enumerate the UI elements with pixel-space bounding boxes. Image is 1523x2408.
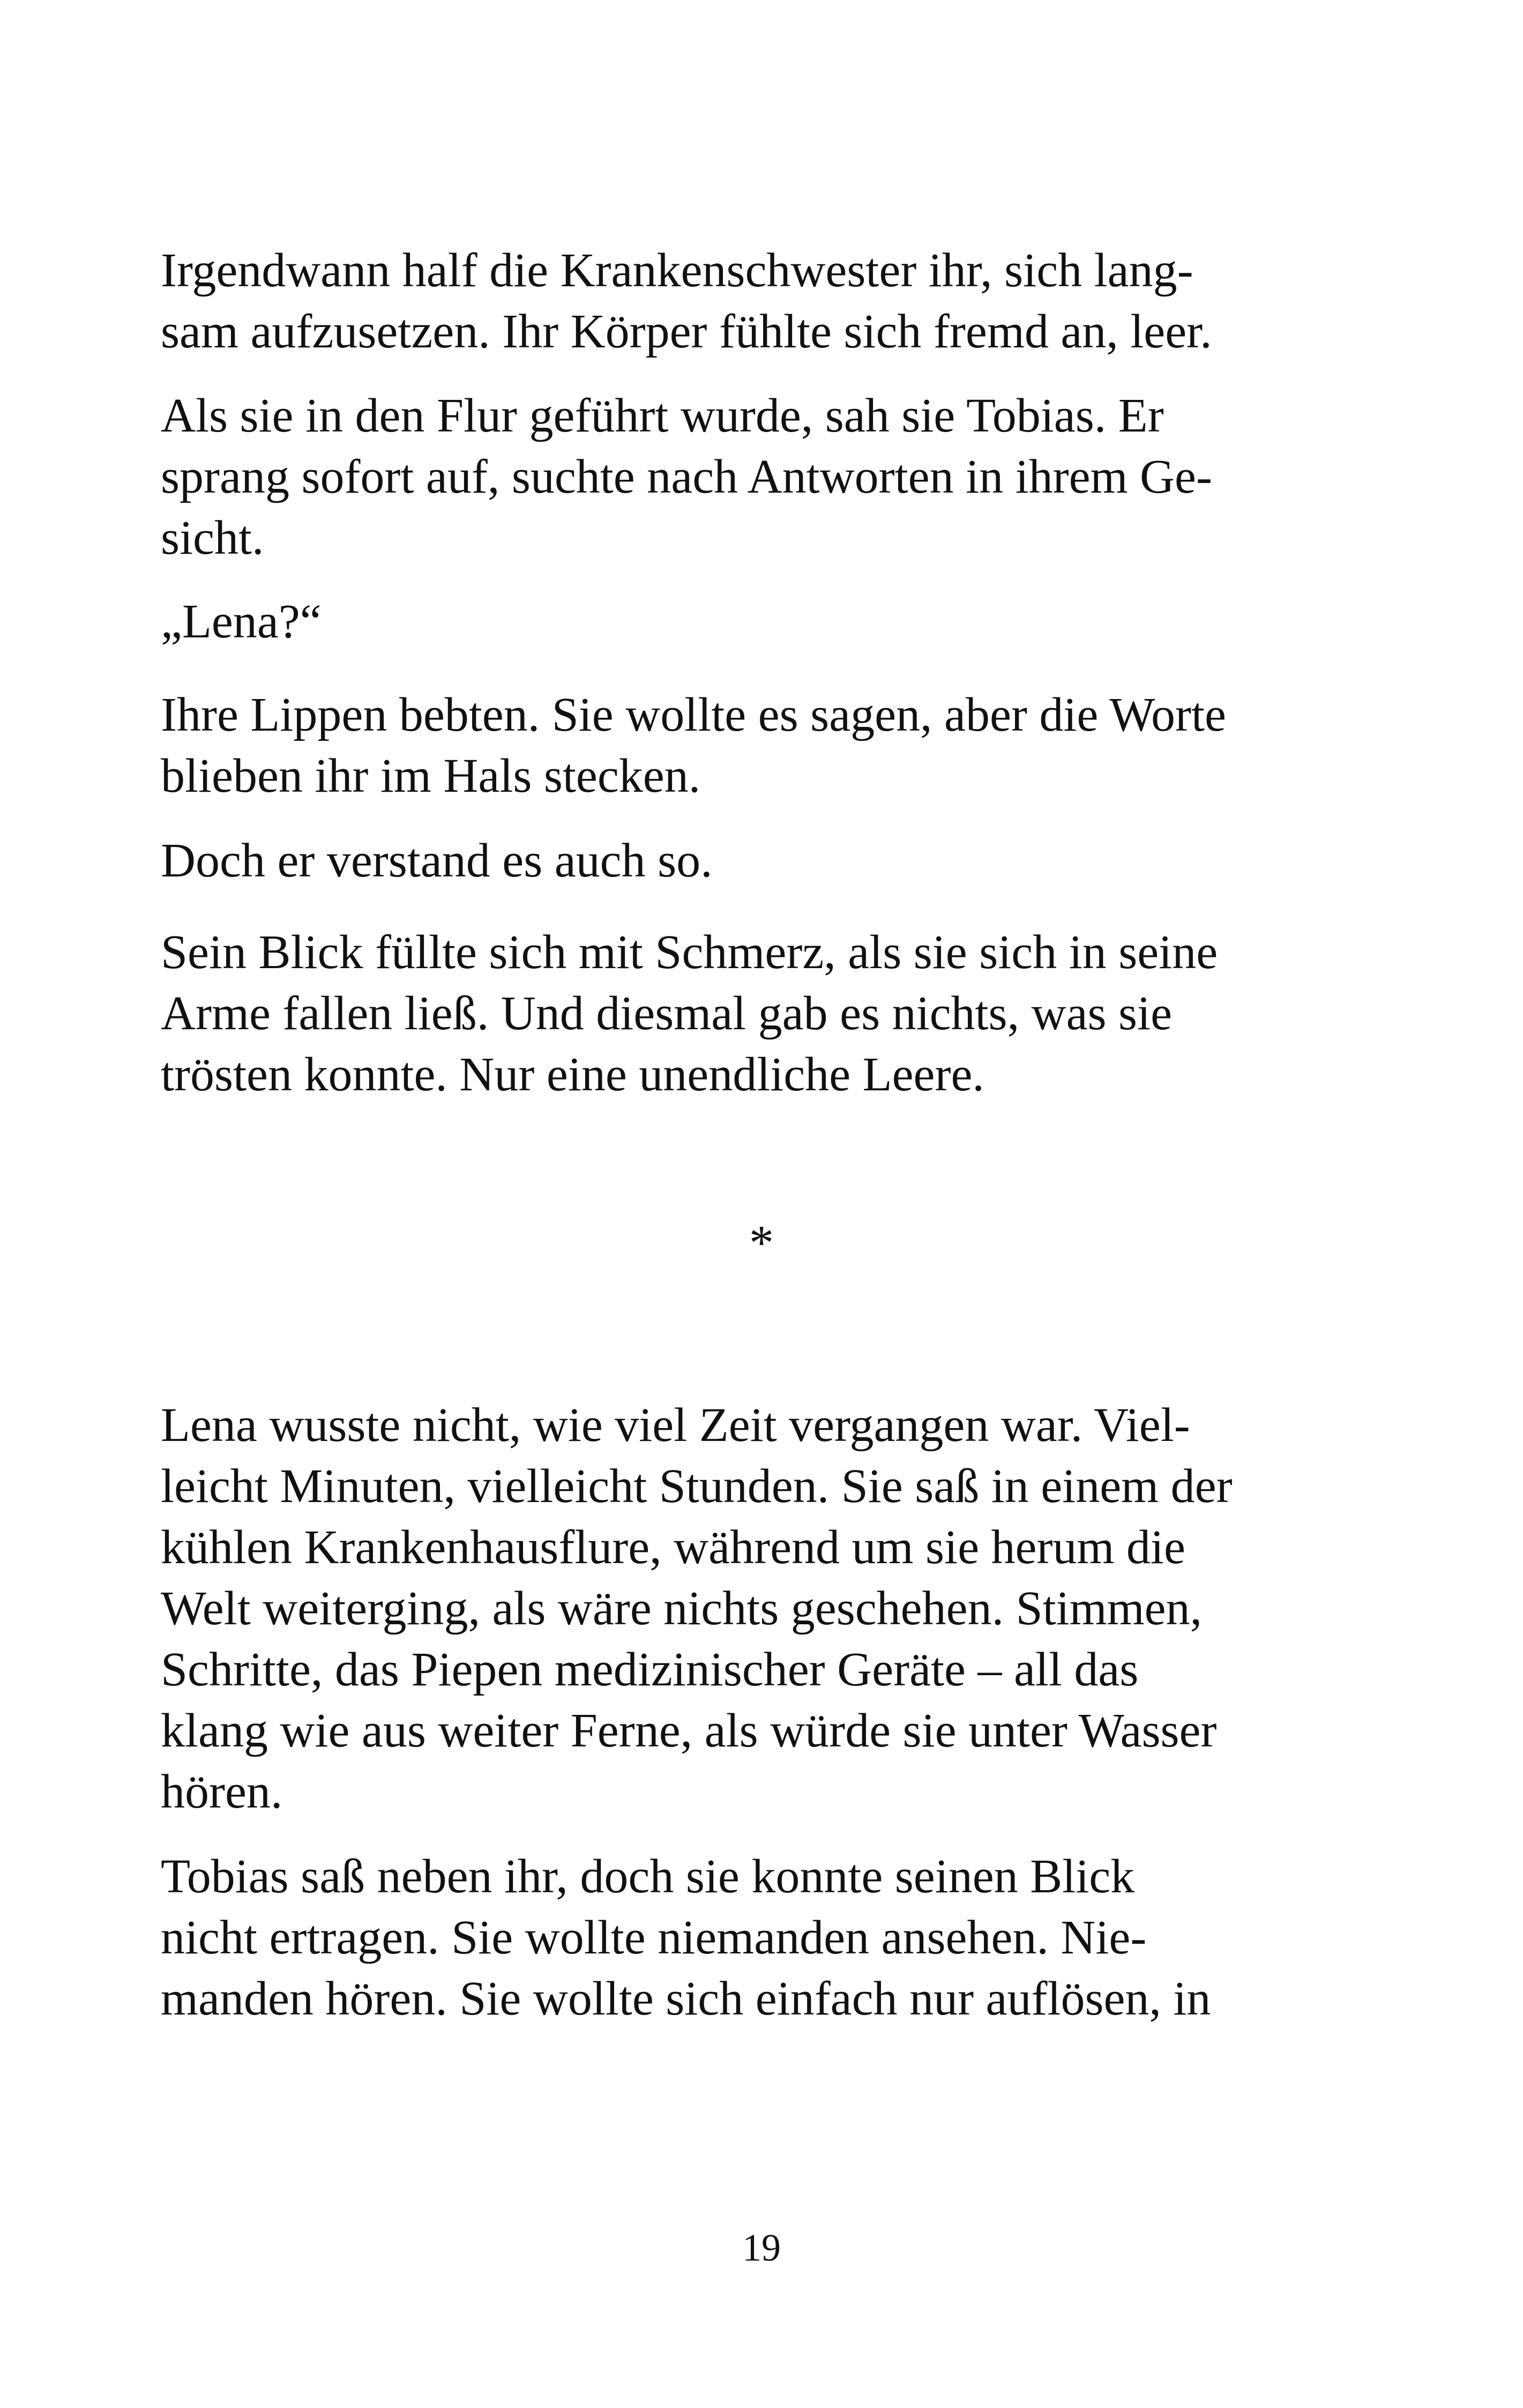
page-number: 19 bbox=[742, 2226, 781, 2269]
paragraph bbox=[161, 385, 1212, 569]
text-line: sprang sofort auf, suchte nach Antworten in ihrem Ge- bbox=[161, 450, 1212, 503]
text-line: Sein Blick füllte sich mit Schmerz, als sie sich in seine bbox=[161, 926, 1218, 979]
text-line: nicht ertragen. Sie wollte niemanden ansehen. Nie- bbox=[161, 1911, 1147, 1964]
text-line: Schritte, das Piepen medizinischer Geräte – all das bbox=[161, 1643, 1139, 1696]
text-line: Irgendwann half die Krankenschwester ihr, sich lang- bbox=[161, 244, 1193, 297]
paragraph bbox=[161, 685, 1226, 807]
paragraph bbox=[161, 1846, 1211, 2030]
text-line: blieben ihr im Hals stecken. bbox=[161, 749, 701, 802]
text-line: „Lena?“ bbox=[161, 595, 322, 648]
scene-separator: * bbox=[749, 1215, 774, 1270]
text-line: manden hören. Sie wollte sich einfach nur auflösen, in bbox=[161, 1972, 1211, 2025]
text-line: hören. bbox=[161, 1765, 283, 1818]
paragraph bbox=[161, 591, 322, 652]
text-line: Lena wusste nicht, wie viel Zeit vergangen war. Viel- bbox=[161, 1399, 1190, 1452]
text-line: klang wie aus weiter Ferne, als würde sie unter Wasser bbox=[161, 1704, 1217, 1757]
paragraph bbox=[161, 1395, 1233, 1823]
text-line: sam aufzusetzen. Ihr Körper fühlte sich fremd an, leer. bbox=[161, 305, 1212, 358]
paragraph bbox=[161, 922, 1218, 1105]
text-line: Ihre Lippen bebten. Sie wollte es sagen, aber die Worte bbox=[161, 688, 1226, 741]
paragraph bbox=[161, 830, 713, 891]
text-line: Als sie in den Flur geführt wurde, sah sie Tobias. Er bbox=[161, 389, 1164, 442]
text-line: Arme fallen ließ. Und diesmal gab es nichts, was sie bbox=[161, 987, 1173, 1040]
text-line: sicht. bbox=[161, 511, 264, 564]
text-line: kühlen Krankenhausflure, während um sie herum die bbox=[161, 1521, 1185, 1574]
text-line: Doch er verstand es auch so. bbox=[161, 834, 713, 887]
text-line: trösten konnte. Nur eine unendliche Leere. bbox=[161, 1048, 984, 1101]
text-line: leicht Minuten, vielleicht Stunden. Sie saß in einem der bbox=[161, 1460, 1233, 1513]
text-line: Welt weiterging, als wäre nichts geschehen. Stimmen, bbox=[161, 1582, 1203, 1635]
text-line: Tobias saß neben ihr, doch sie konnte seinen Blick bbox=[161, 1850, 1135, 1903]
paragraph bbox=[161, 240, 1212, 362]
